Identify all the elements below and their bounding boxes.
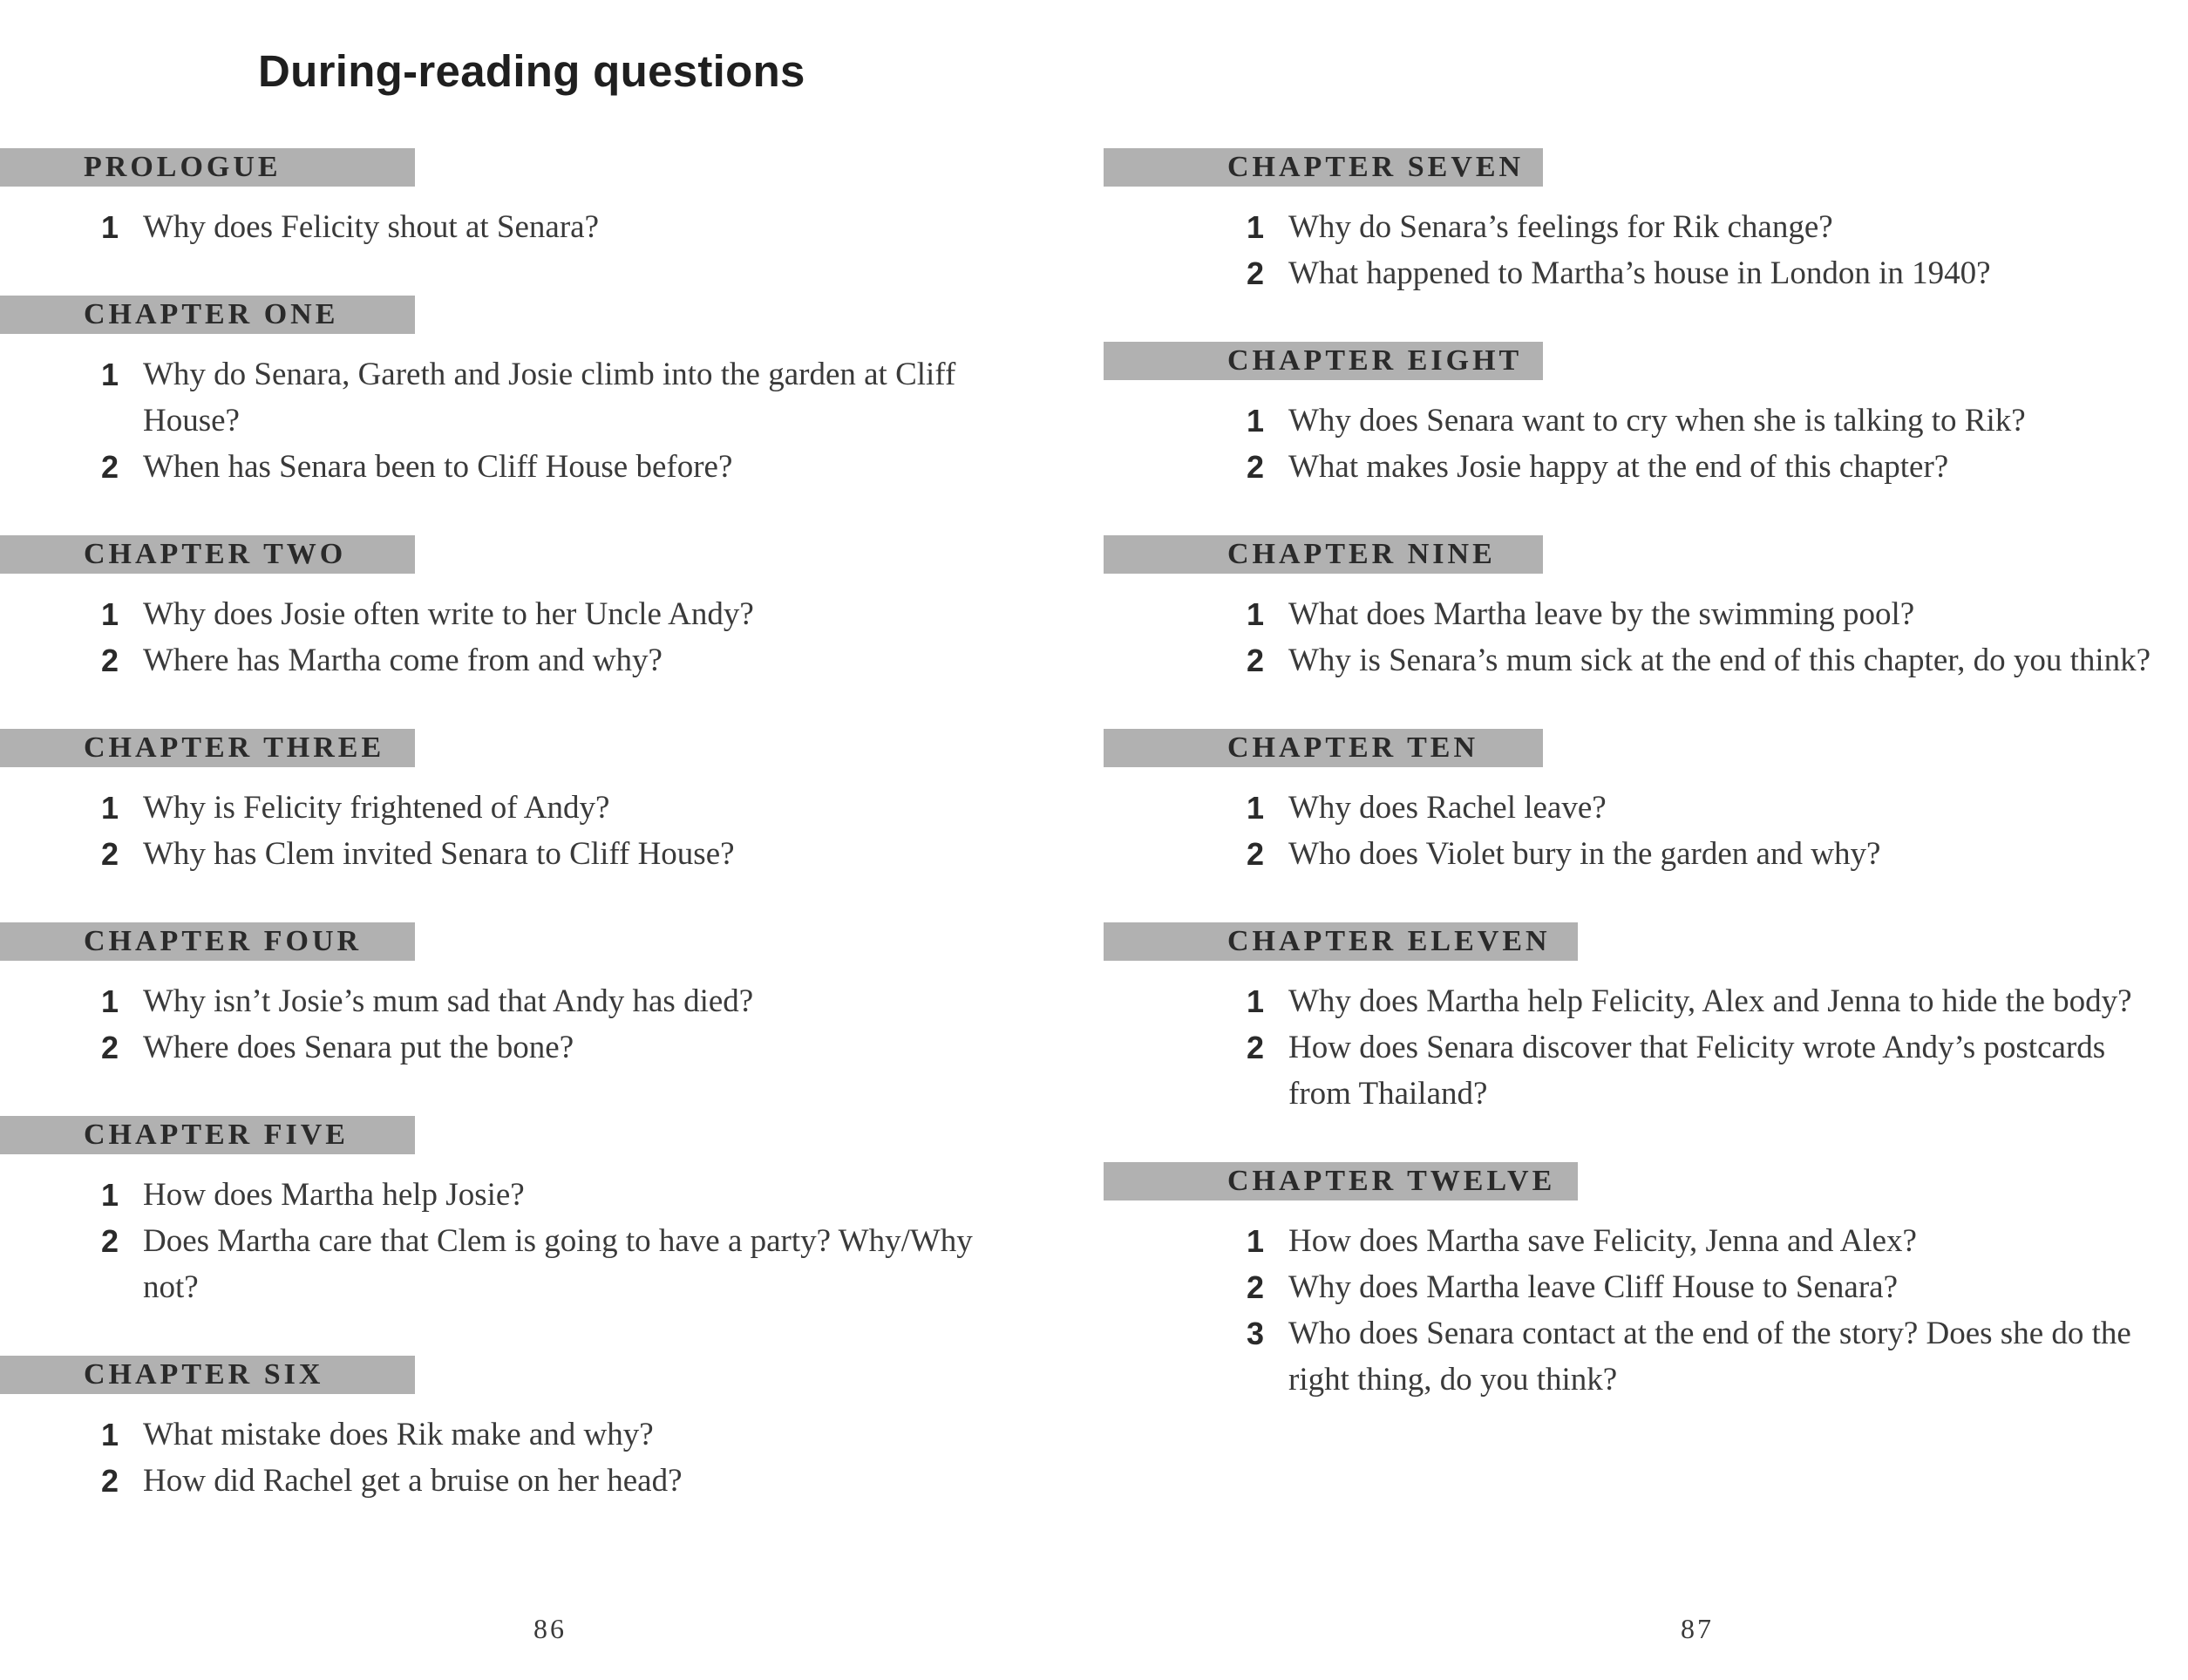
question-text: Who does Violet bury in the garden and why? bbox=[1288, 836, 1881, 872]
question-number: 2 bbox=[1247, 255, 1265, 291]
question-text: Why has Clem invited Senara to Cliff House? bbox=[143, 836, 735, 872]
chapter-section bbox=[1104, 535, 2150, 684]
question-number: 1 bbox=[101, 790, 119, 826]
question-text: Why isn’t Josie’s mum sad that Andy has died? bbox=[143, 983, 754, 1019]
question-item bbox=[1104, 1264, 2188, 1310]
question-item bbox=[1104, 1024, 2171, 1117]
chapter-heading-bar bbox=[1104, 1162, 1578, 1200]
question-number: 1 bbox=[101, 983, 119, 1019]
chapter-section bbox=[1104, 922, 2150, 1117]
chapter-heading: CHAPTER ONE bbox=[84, 298, 339, 330]
question-number: 2 bbox=[1247, 449, 1265, 485]
chapter-section bbox=[0, 148, 600, 250]
chapter-heading: PROLOGUE bbox=[84, 151, 282, 183]
question-item bbox=[1104, 978, 2188, 1024]
chapter-section bbox=[1104, 342, 2150, 490]
question-item bbox=[0, 1458, 1008, 1504]
chapter-heading: CHAPTER NINE bbox=[1227, 538, 1496, 570]
question-text: Why does Senara want to cry when she is talking to Rik? bbox=[1288, 403, 2026, 439]
question-text: How does Senara discover that Felicity wrote Andy’s postcards from Thailand? bbox=[1288, 1030, 2106, 1112]
question-number: 1 bbox=[101, 596, 119, 632]
question-item bbox=[0, 785, 1008, 831]
right-column bbox=[1104, 148, 2150, 1448]
question-number: 1 bbox=[101, 1177, 119, 1213]
chapter-section bbox=[1104, 1162, 2150, 1403]
chapter-section bbox=[0, 1116, 1011, 1310]
question-number: 2 bbox=[1247, 643, 1265, 678]
chapter-heading: CHAPTER SIX bbox=[84, 1358, 324, 1391]
question-number: 1 bbox=[1247, 790, 1265, 826]
question-item bbox=[1104, 250, 2188, 296]
question-item bbox=[1104, 444, 2188, 490]
question-number: 2 bbox=[101, 449, 119, 485]
question-item bbox=[1104, 398, 2188, 444]
chapter-heading: CHAPTER SEVEN bbox=[1227, 151, 1525, 183]
question-number: 1 bbox=[1247, 209, 1265, 245]
question-text: Why does Josie often write to her Uncle Andy? bbox=[143, 596, 754, 632]
question-item bbox=[1104, 1218, 2188, 1264]
chapter-heading-bar bbox=[0, 148, 415, 187]
question-item bbox=[1104, 831, 2188, 877]
page-title: During-reading questions bbox=[258, 46, 805, 96]
page-number-left: 86 bbox=[533, 1613, 567, 1644]
chapter-section bbox=[0, 922, 1011, 1071]
left-column bbox=[0, 148, 1011, 1549]
question-text: Does Martha care that Clem is going to have a party? Why/Why not? bbox=[143, 1223, 973, 1305]
question-number: 1 bbox=[1247, 596, 1265, 632]
chapter-section bbox=[0, 296, 1011, 490]
question-item bbox=[0, 591, 1008, 637]
chapter-heading: CHAPTER TWELVE bbox=[1227, 1165, 1556, 1197]
chapter-heading-bar bbox=[1104, 148, 1543, 187]
chapter-section bbox=[1104, 729, 2150, 877]
question-number: 3 bbox=[1247, 1316, 1265, 1351]
question-item bbox=[0, 1024, 1008, 1071]
chapter-section bbox=[0, 1356, 1011, 1504]
chapter-heading: CHAPTER TEN bbox=[1227, 731, 1479, 764]
chapter-section bbox=[1104, 148, 2150, 296]
question-number: 1 bbox=[101, 209, 119, 245]
chapter-heading-bar bbox=[0, 296, 415, 334]
question-item bbox=[0, 351, 1008, 444]
question-number: 2 bbox=[1247, 836, 1265, 872]
question-item bbox=[0, 831, 1008, 877]
chapter-heading-bar bbox=[0, 729, 415, 767]
question-text: Why is Felicity frightened of Andy? bbox=[143, 790, 610, 826]
chapter-heading-bar bbox=[1104, 535, 1543, 574]
chapter-heading: CHAPTER THREE bbox=[84, 731, 385, 764]
question-number: 2 bbox=[1247, 1269, 1265, 1305]
chapter-section bbox=[0, 729, 1011, 877]
question-item bbox=[0, 637, 1008, 684]
chapter-heading-bar bbox=[0, 922, 415, 961]
question-number: 1 bbox=[101, 1417, 119, 1452]
question-item bbox=[0, 1411, 1008, 1458]
question-item bbox=[1104, 204, 2188, 250]
question-number: 2 bbox=[101, 1223, 119, 1259]
question-number: 1 bbox=[1247, 1223, 1265, 1259]
question-number: 1 bbox=[1247, 983, 1265, 1019]
chapter-heading-bar bbox=[1104, 729, 1543, 767]
chapter-heading: CHAPTER EIGHT bbox=[1227, 344, 1523, 377]
question-text: Who does Senara contact at the end of the story? Does she do the right thing, do you think? bbox=[1288, 1316, 2131, 1398]
question-text: How does Martha save Felicity, Jenna and Alex? bbox=[1288, 1223, 1917, 1259]
chapter-heading: CHAPTER ELEVEN bbox=[1227, 925, 1551, 957]
question-item bbox=[0, 444, 1008, 490]
question-text: How did Rachel get a bruise on her head? bbox=[143, 1463, 683, 1499]
question-number: 2 bbox=[1247, 1030, 1265, 1065]
chapter-heading-bar bbox=[1104, 922, 1578, 961]
question-text: Why do Senara, Gareth and Josie climb into the garden at Cliff House? bbox=[143, 357, 956, 439]
question-item bbox=[1104, 637, 2171, 684]
question-number: 1 bbox=[1247, 403, 1265, 439]
page-number-right: 87 bbox=[1681, 1613, 1714, 1644]
question-number: 2 bbox=[101, 1030, 119, 1065]
question-number: 2 bbox=[101, 643, 119, 678]
question-text: Why does Felicity shout at Senara? bbox=[143, 209, 600, 245]
chapter-heading-bar bbox=[0, 1116, 415, 1154]
chapter-heading-bar bbox=[0, 535, 415, 574]
question-text: Where has Martha come from and why? bbox=[143, 643, 663, 678]
question-text: Where does Senara put the bone? bbox=[143, 1030, 574, 1065]
question-item bbox=[0, 1172, 1008, 1218]
question-item bbox=[1104, 785, 2188, 831]
question-text: When has Senara been to Cliff House before? bbox=[143, 449, 733, 485]
question-text: Why does Martha help Felicity, Alex and Jenna to hide the body? bbox=[1288, 983, 2132, 1019]
question-text: Why does Martha leave Cliff House to Senara? bbox=[1288, 1269, 1899, 1305]
chapter-section bbox=[0, 535, 1011, 684]
chapter-heading: CHAPTER TWO bbox=[84, 538, 347, 570]
question-text: What mistake does Rik make and why? bbox=[143, 1417, 654, 1452]
question-text: Why does Rachel leave? bbox=[1288, 790, 1607, 826]
question-item bbox=[1104, 591, 2188, 637]
chapter-heading: CHAPTER FIVE bbox=[84, 1119, 349, 1151]
question-item bbox=[0, 1218, 1008, 1310]
question-text: Why is Senara’s mum sick at the end of this chapter, do you think? bbox=[1288, 643, 2151, 678]
chapter-heading-bar bbox=[0, 1356, 415, 1394]
question-text: What makes Josie happy at the end of this chapter? bbox=[1288, 449, 1949, 485]
question-text: Why do Senara’s feelings for Rik change? bbox=[1288, 209, 1833, 245]
question-item bbox=[0, 204, 973, 250]
chapter-heading: CHAPTER FOUR bbox=[84, 925, 363, 957]
question-text: What does Martha leave by the swimming pool? bbox=[1288, 596, 1915, 632]
question-item bbox=[0, 978, 1008, 1024]
question-number: 1 bbox=[101, 357, 119, 392]
question-text: How does Martha help Josie? bbox=[143, 1177, 525, 1213]
question-text: What happened to Martha’s house in London in 1940? bbox=[1288, 255, 1991, 291]
question-number: 2 bbox=[101, 836, 119, 872]
chapter-heading-bar bbox=[1104, 342, 1543, 380]
question-number: 2 bbox=[101, 1463, 119, 1499]
question-item bbox=[1104, 1310, 2171, 1403]
